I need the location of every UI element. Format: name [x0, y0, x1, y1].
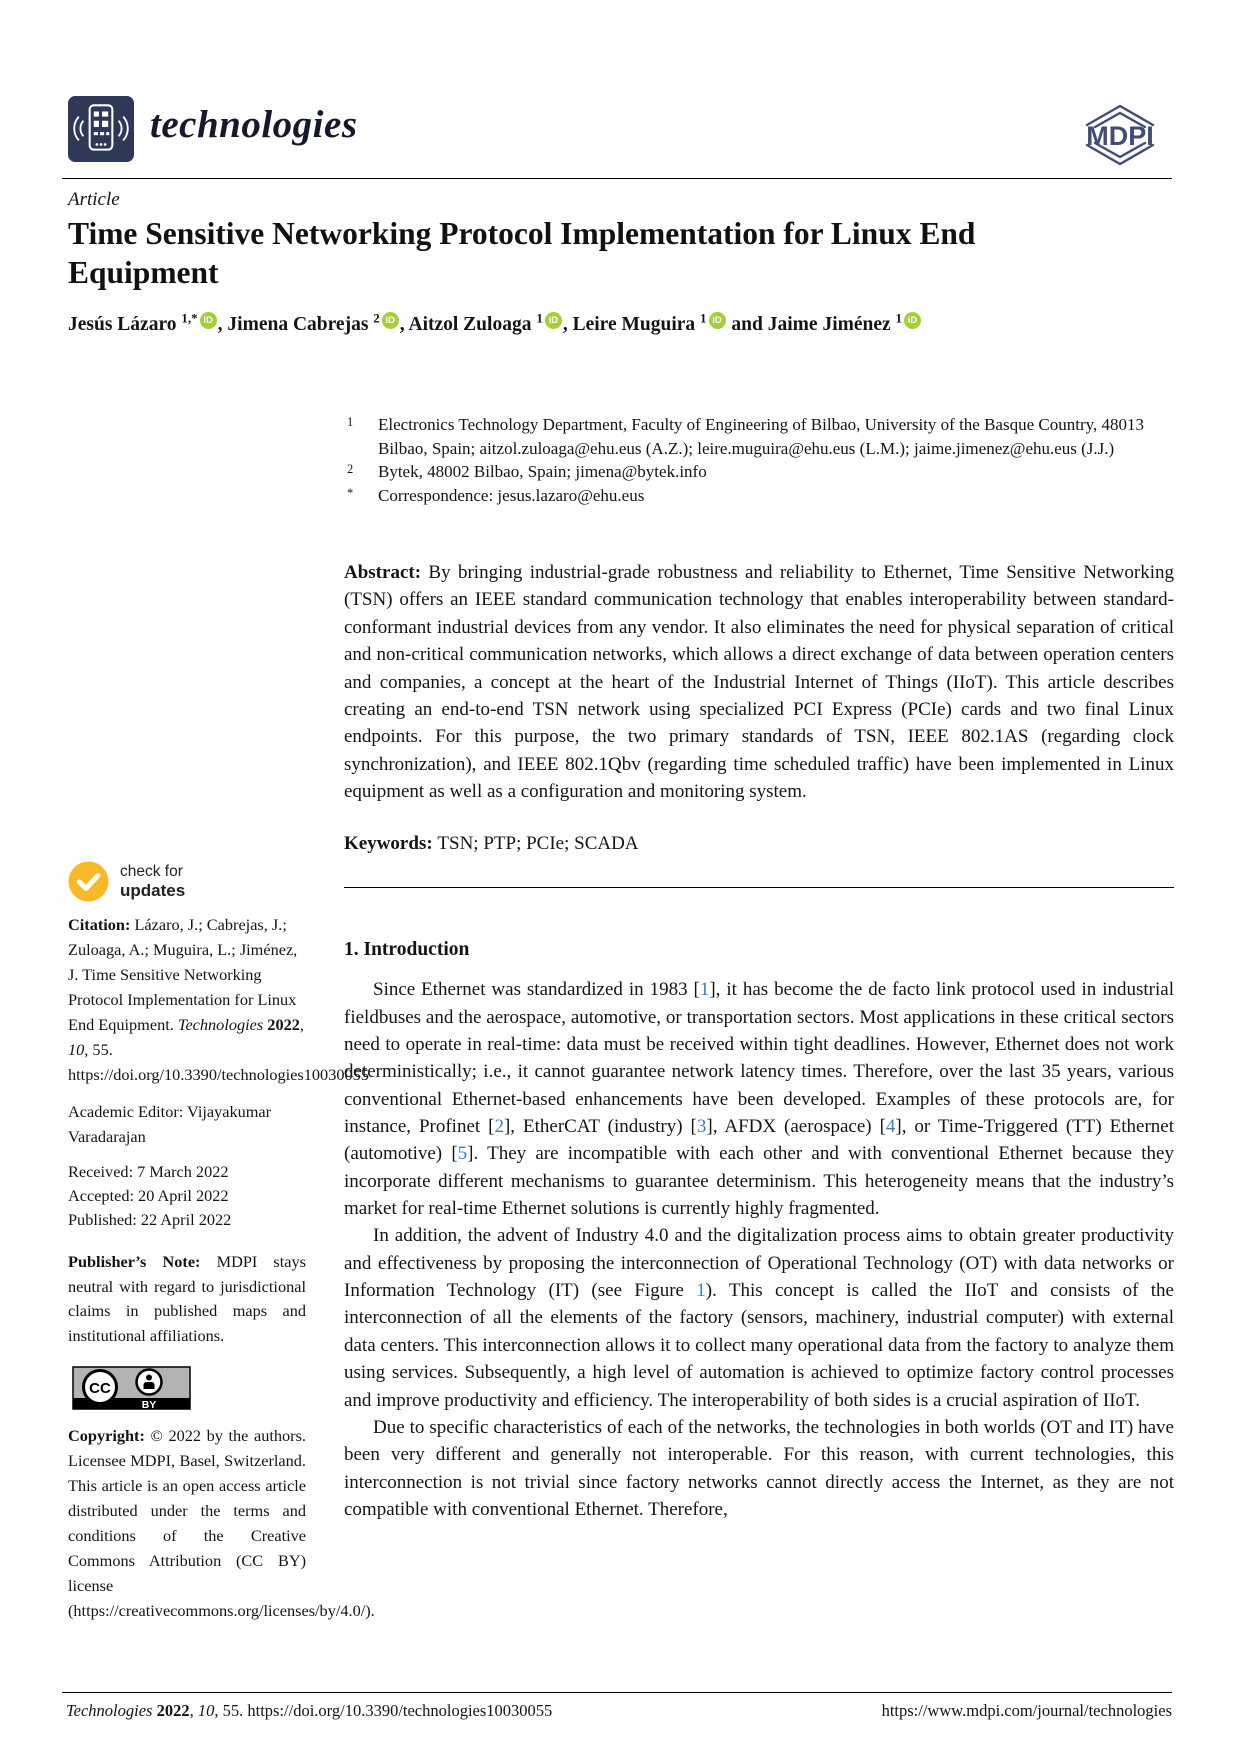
- author-name: Aitzol Zuloaga: [408, 314, 537, 335]
- check-updates-text: [120, 863, 185, 900]
- section-paragraphs: [344, 976, 1174, 1523]
- text-segment: TSN; PTP; PCIe; SCADA: [437, 833, 639, 854]
- citation-block: [68, 912, 369, 1087]
- text-segment: 10: [197, 1701, 215, 1720]
- orcid-icon[interactable]: iD: [904, 312, 921, 329]
- footer-journal-url[interactable]: https://www.mdpi.com/journal/technologies: [881, 1701, 1172, 1720]
- text-segment: 10: [68, 1040, 85, 1059]
- body-paragraph: Since Ethernet was standardized in 1983 [1], it has become the de facto link protocol used in industrial fieldbuses and the aerospace, automotive, or transportation sectors. Most applications in these critical sectors need to operate in real-time: data must be received within tight deadlines. However, Ethernet does not work deterministically; i.e., it cannot guarantee network latency times. Therefore, over the last 35 years, various conventional Ethernet-based enhancements have been developed. Examples of these protocols are, for instance, Profinet [2], EtherCAT (industry) [3], AFDX (aerospace) [4], or Time-Triggered (TT) Ethernet (automotive) [5]. They are incompatible with each other and with conventional Ethernet because they incorporate different mechanisms to guarantee determinism. This heterogeneity means that the industry’s market for real-time Ethernet solutions is currently highly fragmented.: [344, 979, 1174, 1220]
- header-divider: [62, 178, 1172, 179]
- text-segment: Keywords:: [344, 833, 438, 854]
- affiliations: [344, 413, 1178, 507]
- affiliation-text: Electronics Technology Department, Faculty of Engineering of Bilbao, University of the Basque Country, 48013 Bilbao, Spain; aitzol.zuloaga@ehu.eus (A.Z.); leire.muguira@ehu.eus (L.M.); jaime.jimenez@ehu.eus (J.J.): [378, 415, 1145, 458]
- affiliation-text: Correspondence: jesus.lazaro@ehu.eus: [378, 485, 645, 505]
- author-name: Jesús Lázaro: [68, 314, 182, 335]
- citation-ref[interactable]: 4: [885, 1116, 896, 1138]
- citation-ref[interactable]: 2: [494, 1116, 504, 1138]
- footer-divider: [62, 1692, 1172, 1693]
- text-segment: ,: [189, 1701, 198, 1720]
- affiliation-text: Bytek, 48002 Bilbao, Spain; jimena@bytek.info: [378, 462, 707, 481]
- cc-text: CC: [89, 1380, 111, 1397]
- check-for-updates-badge[interactable]: [68, 861, 278, 902]
- text-segment: Citation:: [68, 915, 135, 934]
- academic-editor: Academic Editor: Vijayakumar Varadarajan: [68, 1102, 272, 1146]
- author-affiliation-sup: 1: [700, 310, 707, 326]
- text-segment: Copyright:: [68, 1426, 151, 1445]
- mdpi-logo-text: MDPI: [1086, 121, 1154, 151]
- footer-citation: [66, 1701, 552, 1721]
- affiliation-row: [344, 413, 1178, 460]
- article-type-label: Article: [68, 189, 120, 210]
- author-affiliation-sup: 1: [536, 310, 543, 326]
- published-date: Published: 22 April 2022: [68, 1210, 232, 1229]
- abstract-divider: [344, 887, 1174, 888]
- affiliation-row: [344, 484, 1178, 508]
- affiliation-row: [344, 460, 1178, 484]
- affiliation-marker: 1: [347, 415, 354, 429]
- body-paragraph: Due to specific characteristics of each of the networks, the technologies in both worlds (OT and IT) have been very different and generally not interoperable. For this reason, with current technologies, this interconnection is not trivial since factory networks cannot directly access the Internet, as they are not compatible with conventional Ethernet. Therefore,: [344, 1416, 1174, 1520]
- text-segment: , 55. https://doi.org/10.3390/technologies10030055: [214, 1701, 553, 1720]
- journal-name: technologies: [150, 103, 358, 146]
- copyright-block: [68, 1423, 375, 1623]
- author-affiliation-sup: 2: [373, 310, 380, 326]
- page-title: Time Sensitive Networking Protocol Implementation for Linux End Equipment: [68, 216, 976, 290]
- text-segment: By bringing industrial-grade robustness and reliability to Ethernet, Time Sensitive Networking (TSN) offers an IEEE standard communication technology that enables interoperability between standard-conformant industrial devices from any vendor. It also eliminates the need for physical separation of critical and non-critical communication networks, which allows a direct exchange of data between operation centers and companies, a concept at the heart of the Industrial Internet of Things (IIoT). This article describes creating an end-to-end TSN network using specialized PCI Express (PCIe) cards and two final Linux endpoints. For this purpose, the two primary standards of TSN, IEEE 802.1AS (regarding clock synchronization), and IEEE 802.1Qbv (regarding time scheduled traffic) have been implemented in Linux equipment as well as a configuration and monitoring system.: [344, 562, 1175, 803]
- affiliation-marker: *: [347, 485, 354, 500]
- cc-by-license-badge[interactable]: [72, 1366, 191, 1410]
- citation-ref[interactable]: 3: [696, 1116, 707, 1138]
- check-updates-line2: updates: [120, 881, 186, 900]
- author-name: Jaime Jiménez: [767, 314, 896, 335]
- citation-ref[interactable]: 1: [699, 979, 710, 1001]
- publishers-note: [68, 1250, 306, 1349]
- keywords: [344, 833, 1174, 855]
- check-updates-line1: check for: [120, 863, 183, 880]
- text-segment: Abstract:: [344, 562, 429, 583]
- text-segment: ,: [299, 1015, 304, 1034]
- orcid-icon[interactable]: iD: [545, 312, 562, 329]
- check-icon: [68, 861, 109, 902]
- author-name: Leire Muguira: [572, 314, 701, 335]
- accepted-date: Accepted: 20 April 2022: [68, 1186, 229, 1205]
- affiliation-marker: 2: [347, 462, 354, 476]
- article-dates: [68, 1160, 306, 1232]
- technologies-journal-logo-icon: [68, 96, 134, 162]
- mdpi-logo-icon: [1066, 102, 1174, 168]
- text-segment: Technologies: [66, 1701, 153, 1720]
- text-segment: 2022: [156, 1701, 190, 1720]
- text-segment: Lázaro, J.; Cabrejas, J.; Zuloaga, A.; Muguira, L.; Jiménez, J. Time Sensitive Networking Protocol Implementation for Linux End Equipment.: [68, 915, 298, 1034]
- by-text: BY: [141, 1399, 157, 1410]
- text-segment: Technologies: [177, 1015, 264, 1034]
- figure-ref[interactable]: 1: [696, 1280, 706, 1302]
- received-date: Received: 7 March 2022: [68, 1162, 229, 1181]
- author-affiliation-sup: 1,*: [181, 310, 198, 326]
- author-name: Jimena Cabrejas: [227, 314, 374, 335]
- orcid-icon[interactable]: iD: [709, 312, 726, 329]
- orcid-icon[interactable]: iD: [382, 312, 399, 329]
- authors-line: Jesús Lázaro $^{1,*}$ iD , Jimena Cabrejas $^2$ iD , Aitzol Zuloaga $^1$ iD , Leire Muguira $^1$ iD and Jaime Jiménez $^1$ iD: [68, 311, 1128, 338]
- body-paragraph: In addition, the advent of Industry 4.0 and the digitalization process aims to obtain greater productivity and effectiveness by proposing the interconnection of Operational Technology (OT) with data networks or Information Technology (IT) (see Figure 1). This concept is called the IIoT and consists of the interconnection of all the elements of the factory (sensors, machinery, industrial computer) with external data centers. This interconnection allows it to collect many operational data from the factory to analyze them using services. Subsequently, a high level of automation is achieved to optimize factory control processes and improve productivity and efficiency. The interoperability of both sides is a crucial aspiration of IIoT.: [344, 1225, 1174, 1411]
- text-segment: © 2022 by the authors. Licensee MDPI, Basel, Switzerland. This article is an open access article distributed under the terms and conditions of the Creative Commons Attribution (CC BY) license (https://creativecommons.org/licenses/by/4.0/).: [68, 1426, 375, 1620]
- text-segment: 2022: [267, 1015, 300, 1034]
- main-text-column: [344, 936, 1174, 1523]
- text-segment: MDPI stays neutral with regard to jurisdictional claims in published maps and institutional affiliations.: [68, 1252, 306, 1346]
- text-segment: , 55. https://doi.org/10.3390/technologies10030055: [68, 1040, 369, 1084]
- orcid-icon[interactable]: iD: [200, 312, 217, 329]
- section-heading: 1. Introduction: [344, 939, 470, 960]
- author-affiliation-sup: 1: [895, 310, 903, 326]
- text-segment: Publisher’s Note:: [68, 1252, 217, 1271]
- abstract: [344, 559, 1174, 806]
- citation-ref[interactable]: 5: [457, 1143, 468, 1165]
